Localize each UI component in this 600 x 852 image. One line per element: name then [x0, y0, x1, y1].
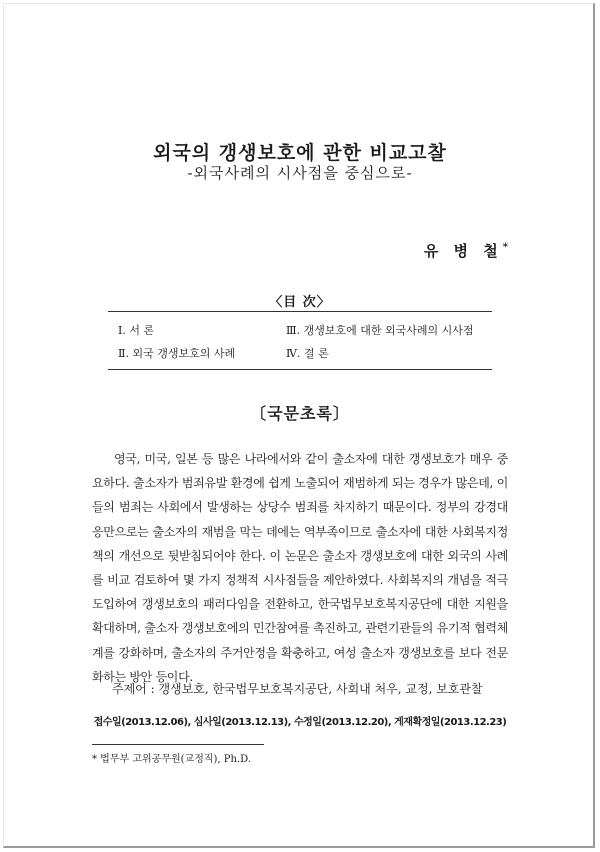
author — [424, 240, 508, 261]
table-of-contents — [108, 311, 492, 370]
toc-item-4: Ⅳ. 결 론 — [286, 347, 329, 360]
toc-item-3: Ⅲ. 갱생보호에 대한 외국사례의 시사점 — [286, 324, 474, 337]
paper-title: 외국의 갱생보호에 관한 비교고찰 — [153, 142, 447, 164]
toc-item-1: Ⅰ. 서 론 — [118, 324, 155, 337]
footnote-divider — [92, 744, 264, 745]
author-name: 유 병 철 — [423, 242, 503, 260]
paper-subtitle: -외국사례의 시사점을 중심으로- — [187, 164, 413, 182]
keywords: 주제어 : 갱생보호, 한국법무보호복지공단, 사회내 처우, 교정, 보호관찰 — [112, 682, 483, 696]
author-footnote-mark: * — [502, 242, 508, 253]
footnote: * 법무부 고위공무원(교정직), Ph.D. — [92, 754, 251, 765]
toc-heading: 〈目 次〉 — [269, 295, 331, 310]
abstract-body: 영국, 미국, 일본 등 많은 나라에서와 같이 출소자에 대한 갱생보호가 매우 중요하다. 출소자가 범죄유발 환경에 쉽게 노출되어 재범하게 되는 경우가 많은데, 이들의 범죄는 사회에서 발생하는 상당수 범죄를 차지하기 때문이다. 정부의 강경대응만으로는 출소자의 재범을 막는 데에는 역부족이므로 출소자에 대한 사회복지정책의 개선으로 뒷받침되어야 한다. 이 논문은 출소자 갱생보호에 대한 외국의 사례를 비교 검토하여 몇 가지 정책적 시사점들을 제안하였다. 사회복지의 개념을 적극 도입하여 갱생보호의 패러다임을 전환하고, 한국법무보호복지공단에 대한 지원을 확대하며, 출소자 갱생보호에의 민간참여를 촉진하고, 관련기관들의 유기적 협력체계를 강화하며, 출소자의 주거안정을 확충하고, 여성 출소자 갱생보호를 보다 전문화하는 방안 등이다. — [92, 452, 508, 684]
toc-item-2: Ⅱ. 외국 갱생보호의 사례 — [118, 347, 236, 360]
submission-dates: 접수일(2013.12.06), 심사일(2013.12.13), 수정일(2013.12.20), 게재확정일(2013.12.23) — [93, 717, 507, 728]
abstract-heading: 〔국문초록〕 — [250, 404, 350, 423]
